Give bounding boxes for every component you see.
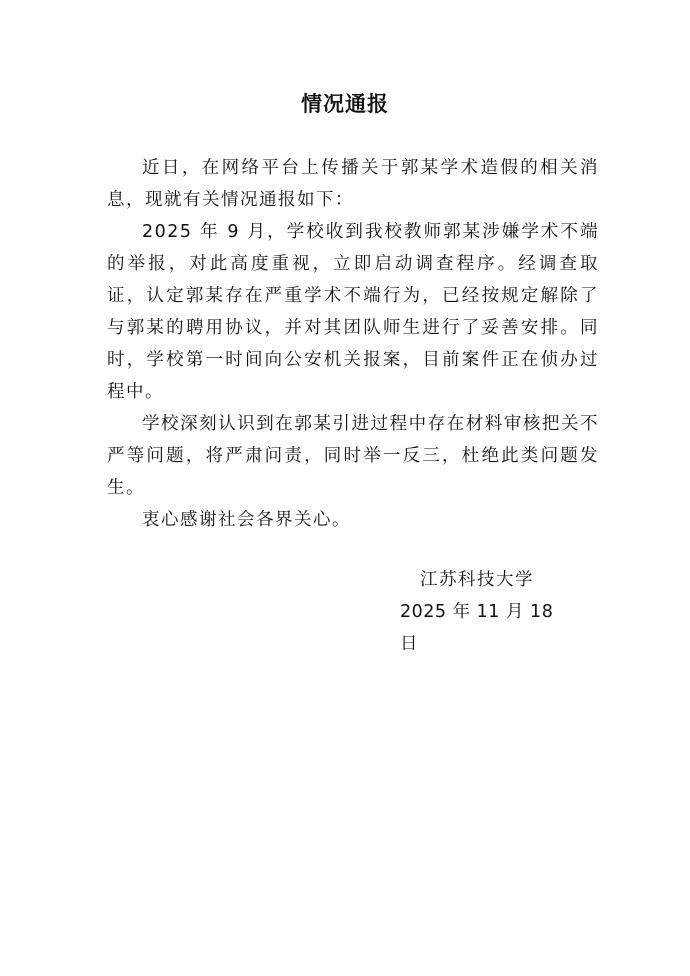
signature-organization: 江苏科技大学 bbox=[420, 570, 534, 590]
document-body bbox=[107, 152, 599, 536]
paragraph-thanks: 衷心感谢社会各界关心。 bbox=[142, 510, 351, 530]
paragraph-intro: 近日，在网络平台上传播关于郭某学术造假的相关消息，现就有关情况通报如下： bbox=[107, 158, 599, 210]
paragraph-investigation: 2025 年 9 月，学校收到我校教师郭某涉嫌学术不端的举报，对此高度重视，立即启动调查程序。经调查取证，认定郭某存在严重学术不端行为，已经按规定解除了与郭某的聘用协议，并对其团队师生进行了妥善安排。同时，学校第一时间向公安机关报案，目前案件正在侦办过程中。 bbox=[107, 222, 599, 402]
signature-block bbox=[400, 564, 570, 660]
paragraph-accountability: 学校深刻认识到在郭某引进过程中存在材料审核把关不严等问题，将严肃问责，同时举一反三，杜绝此类问题发生。 bbox=[107, 414, 599, 498]
document-title: 情况通报 bbox=[301, 92, 389, 116]
signature-date: 2025 年 11 月 18 日 bbox=[400, 602, 554, 654]
